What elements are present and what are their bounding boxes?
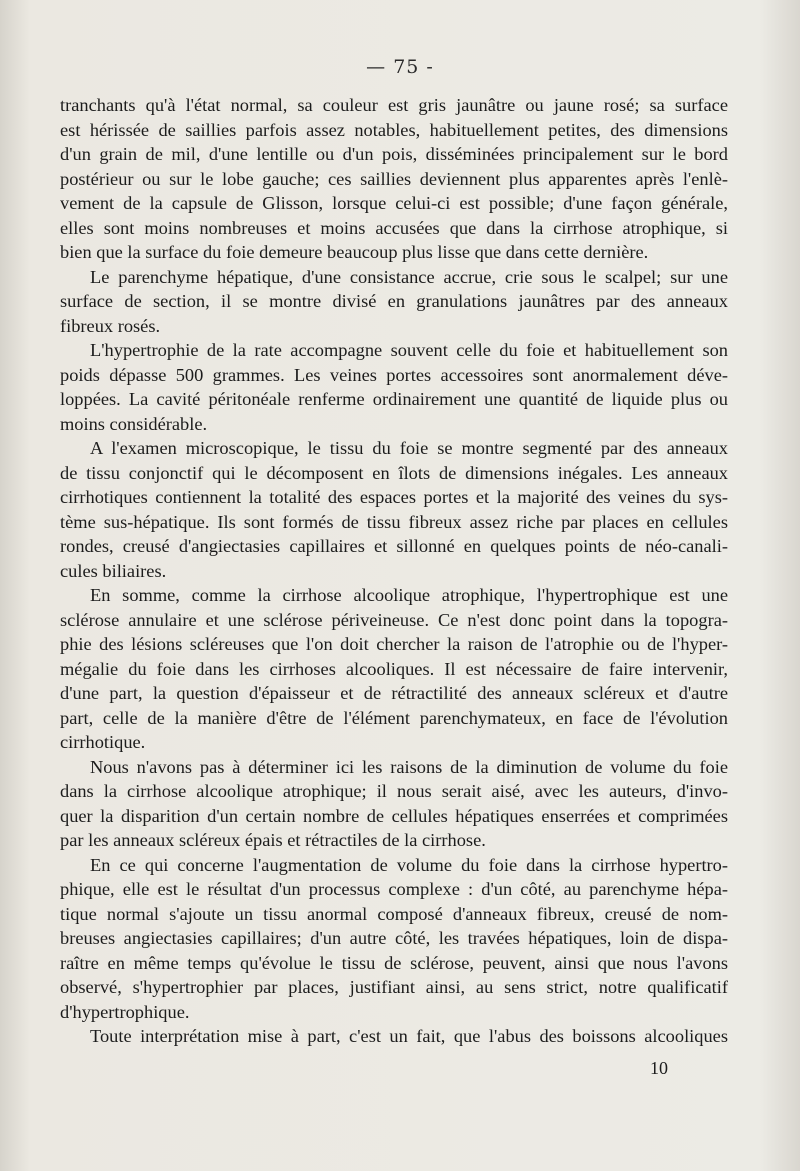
text-line: est hérissée de saillies parfois assez notables, habituellement petites, des dimensions (60, 119, 728, 140)
text-line: rondes, creusé d'angiectasies capillaires et sillonné en quelques points de néo-canali- (60, 536, 728, 556)
text-line: Nous n'avons pas à déterminer ici les raisons de la diminution de volume du foie (90, 756, 728, 777)
paragraph (60, 93, 728, 265)
text-line: fibreux rosés. (60, 315, 161, 336)
text-line: surface de section, il se montre divisé en granulations jaunâtres par des anneaux (60, 291, 728, 311)
body-text (60, 93, 728, 1049)
text-line: moins considérable. (60, 413, 208, 434)
text-line: Le parenchyme hépatique, d'une consistance accrue, crie sous le scalpel; sur une (90, 266, 728, 287)
text-line: par les anneaux scléreux épais et rétractiles de la cirrhose. (60, 830, 486, 850)
text-line: de tissu conjonctif qui le décomposent en îlots de dimensions inégales. Les anneaux (60, 462, 728, 483)
text-line: dans la cirrhose alcoolique atrophique; il nous serait aisé, avec les auteurs, d'invo- (60, 781, 728, 801)
paragraph (60, 755, 728, 853)
text-line: mégalie du foie dans les cirrhoses alcooliques. Il est nécessaire de faire intervenir, (60, 658, 728, 679)
text-line: part, celle de la manière d'être de l'élément parenchymateux, en face de l'évolution (60, 707, 728, 728)
text-line: sclérose annulaire et une sclérose périveineuse. Ce n'est donc point dans la topogra- (60, 609, 728, 630)
text-line: phique, elle est le résultat d'un processus complexe : d'un côté, au parenchyme hépa- (60, 879, 728, 899)
paragraph (60, 338, 728, 436)
text-line: Toute interprétation mise à part, c'est un fait, que l'abus des boissons alcooliques (90, 1026, 728, 1046)
paragraph (60, 436, 728, 583)
text-line: observé, s'hypertrophier par places, justifiant ainsi, au sens strict, notre qualificatif (60, 977, 728, 997)
text-line: A l'examen microscopique, le tissu du foie se montre segmenté par des anneaux (90, 438, 728, 458)
text-line: quer la disparition d'un certain nombre de cellules hépatiques enserrées et comprimées (60, 805, 728, 826)
text-line: poids dépasse 500 grammes. Les veines portes accessoires sont anormalement déve- (60, 364, 728, 385)
signature-mark: 10 (650, 1058, 668, 1078)
text-line: cirrhotiques contiennent la totalité des espaces portes et la majorité des veines du sys- (60, 487, 728, 507)
paragraph (60, 583, 728, 755)
text-line: postérieur ou sur le lobe gauche; ces saillies deviennent plus apparentes après l'enlè- (60, 168, 728, 189)
page-number-header: — 75 - (366, 56, 434, 78)
text-line: tique normal s'ajoute un tissu anormal composé d'anneaux fibreux, creusé de nom- (60, 903, 728, 924)
paragraph (60, 265, 728, 339)
text-line: En somme, comme la cirrhose alcoolique atrophique, l'hypertrophique est une (90, 585, 728, 605)
text-line: d'une part, la question d'épaisseur et de rétractilité des anneaux scléreux et d'autre (60, 683, 728, 703)
text-line: tranchants qu'à l'état normal, sa couleur est gris jaunâtre ou jaune rosé; sa surface (60, 95, 728, 115)
text-line: tème sus-hépatique. Ils sont formés de tissu fibreux assez riche par places en cellules (60, 511, 728, 532)
text-line: elles sont moins nombreuses et moins accusées que dans la cirrhose atrophique, si (60, 217, 728, 238)
text-line: En ce qui concerne l'augmentation de volume du foie dans la cirrhose hypertro- (90, 854, 728, 875)
text-line: loppées. La cavité péritonéale renferme ordinairement une quantité de liquide plus ou (60, 389, 728, 409)
paragraph (60, 853, 728, 1025)
text-line: L'hypertrophie de la rate accompagne souvent celle du foie et habituellement son (90, 340, 728, 360)
text-line: vement de la capsule de Glisson, lorsque celui-ci est possible; d'une façon générale, (60, 193, 728, 213)
text-line: breuses angiectasies capillaires; d'un autre côté, les travées hépatiques, loin de dispa- (60, 928, 728, 948)
text-line: raître en même temps qu'évolue le tissu de sclérose, peuvent, ainsi que nous l'avons (60, 952, 728, 973)
text-line: phie des lésions scléreuses que l'on doit chercher la raison de l'atrophie ou de l'hyper- (60, 634, 728, 654)
text-line: d'hypertrophique. (60, 1001, 190, 1022)
paragraph (60, 1024, 728, 1049)
text-line: cirrhotique. (60, 732, 146, 752)
text-line: bien que la surface du foie demeure beaucoup plus lisse que dans cette dernière. (60, 242, 649, 262)
text-line: d'un grain de mil, d'une lentille ou d'un pois, disséminées principalement sur le bord (60, 144, 728, 164)
text-line: cules biliaires. (60, 560, 167, 581)
